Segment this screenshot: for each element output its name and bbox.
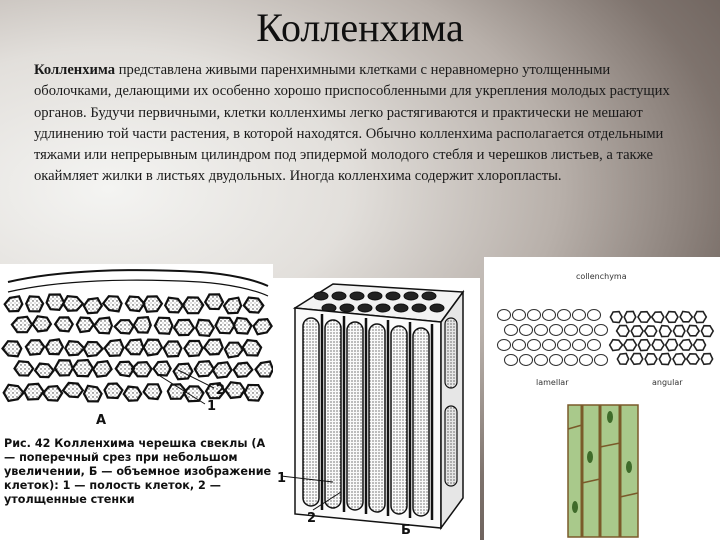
longitudinal-cells: [568, 405, 638, 537]
label-a: А: [96, 413, 107, 428]
cell: [105, 384, 123, 399]
lamellar-label: lamellar: [536, 378, 569, 387]
top-cell: [340, 304, 354, 312]
block-drawing: [273, 278, 480, 540]
angular-cell: [645, 326, 657, 336]
cell: [47, 295, 65, 310]
cell: [256, 362, 274, 377]
lamellar-cell: [513, 340, 526, 351]
cell: [225, 343, 243, 358]
cell: [132, 362, 152, 376]
top-cell: [332, 292, 346, 300]
lamellar-cell: [588, 310, 601, 321]
cell: [65, 341, 84, 355]
lamellar-cell: [550, 355, 563, 366]
top-cell: [314, 292, 328, 300]
lamellar-cell: [498, 340, 511, 351]
cell: [35, 364, 54, 378]
cell: [144, 340, 162, 356]
angular-cell: [645, 354, 657, 365]
cell: [33, 316, 51, 331]
cell: [24, 384, 43, 400]
lamellar-cell: [528, 340, 541, 351]
lamellar-cell: [543, 310, 556, 321]
lamellar-cell: [565, 355, 578, 366]
cell: [244, 298, 263, 313]
cell: [155, 318, 173, 334]
top-cell: [368, 292, 382, 300]
body-paragraph: [34, 60, 686, 188]
angular-cell: [666, 312, 678, 323]
cell: [103, 296, 121, 311]
cell: [15, 361, 34, 375]
cell: [94, 318, 112, 334]
angular-cell: [631, 326, 643, 337]
cell: [184, 386, 204, 401]
cell: [26, 340, 44, 355]
cell: [154, 362, 171, 376]
lamellar-cell: [528, 310, 541, 321]
lamellar-cell: [543, 340, 556, 351]
lamellar-cell: [588, 340, 601, 351]
top-cell: [394, 304, 408, 312]
angular-cells: [610, 312, 714, 365]
callout-1-b: 1: [277, 471, 287, 486]
cell: [254, 319, 272, 334]
cell: [205, 294, 223, 309]
cell: [224, 298, 241, 314]
angular-cell: [617, 326, 630, 337]
cell: [184, 341, 202, 356]
cell: [144, 384, 162, 399]
lamellar-cell: [520, 325, 533, 336]
angular-cell: [694, 312, 706, 323]
angular-cell: [624, 312, 636, 323]
angular-cell: [701, 326, 713, 337]
cell: [12, 317, 32, 332]
callout-2-a: 2: [216, 383, 226, 398]
figure-b-3d-cells: [273, 278, 480, 540]
lamellar-cell: [565, 325, 578, 336]
elongated-cell: [391, 326, 407, 514]
angular-cell: [617, 354, 628, 365]
types-drawing: [484, 257, 720, 540]
callout-1-a: 1: [207, 399, 217, 414]
cell: [196, 320, 214, 336]
angular-cell: [659, 354, 670, 365]
lamellar-cell: [573, 340, 586, 351]
angular-cell: [687, 325, 699, 335]
angular-label: angular: [652, 378, 683, 387]
lamellar-cell: [580, 355, 593, 366]
lamellar-cell: [535, 325, 548, 336]
lamellar-cell: [535, 355, 548, 366]
cell: [63, 296, 83, 311]
top-cell: [376, 304, 390, 312]
cell: [73, 360, 93, 376]
angular-cell: [652, 312, 664, 323]
figure-c-collenchyma-types: [484, 257, 720, 540]
angular-cell: [673, 326, 685, 337]
lamellar-cell: [580, 325, 593, 336]
cell: [234, 318, 252, 334]
cell: [3, 341, 22, 356]
cell: [5, 296, 23, 311]
top-cell: [412, 304, 426, 312]
slide-title: Колленхима: [256, 5, 464, 50]
lamellar-cell: [595, 325, 608, 336]
angular-cell: [680, 340, 692, 351]
cell: [164, 342, 182, 357]
cell: [115, 320, 134, 333]
angular-cell: [638, 312, 651, 323]
angular-cell: [701, 354, 712, 365]
lamellar-cell: [505, 325, 518, 336]
cell: [165, 298, 183, 313]
cell: [63, 383, 83, 397]
cell: [245, 385, 263, 401]
lamellar-cell: [558, 310, 571, 321]
cell-grid: [3, 294, 274, 401]
angular-cell: [673, 354, 685, 365]
top-cell: [430, 304, 444, 312]
lamellar-cell: [573, 310, 586, 321]
cell: [26, 296, 43, 311]
elongated-cell: [413, 328, 429, 516]
cell: [225, 382, 244, 398]
cross-section-drawing: [0, 264, 273, 434]
cell: [216, 318, 235, 334]
lamellar-cell: [505, 355, 518, 366]
elongated-cell: [369, 324, 385, 512]
top-cell: [358, 304, 372, 312]
figure-a-cross-section: [0, 264, 273, 540]
angular-cell: [638, 340, 650, 351]
cell: [124, 387, 141, 401]
top-cell: [386, 292, 400, 300]
cell: [84, 298, 102, 313]
cell: [4, 385, 24, 401]
elongated-cell: [303, 318, 319, 506]
paragraph-text: представлена живыми паренхимными клетками с неравномерно утолщенными оболочками, делающими их особенно хорошо приспособленными для укрепления молодых растущих органов. Будучи первичными, клетки колленхимы легко растягиваются и практически не мешают удлинению той части растения, в которой находятся. Обычно колленхима располагается отдельными тяжами или непрерывным цилиндром под эпидермой молодого стебля и черешков листьев, а также окаймляет жилки в листьях двудольных. Иногда колленхима содержит хлоропласты.: [34, 62, 670, 185]
cell: [55, 360, 73, 375]
top-cell: [404, 292, 418, 300]
cell: [84, 386, 102, 402]
lamellar-cell: [558, 340, 571, 351]
figure-caption: Рис. 42 Колленхима черешка свеклы (А — поперечный срез при небольшом увеличении, Б — объемное изображение клеток): 1 — полость клеток, 2 — утолщенные стенки: [4, 437, 272, 506]
cell: [174, 320, 194, 335]
collenchyma-title: collenchyma: [576, 272, 627, 281]
cell: [105, 340, 124, 356]
angular-cell: [631, 354, 643, 365]
angular-cell: [610, 340, 623, 351]
cell: [183, 297, 203, 313]
angular-cell: [666, 340, 678, 351]
cell: [243, 340, 261, 355]
cell: [174, 364, 193, 380]
angular-cell: [610, 312, 622, 323]
angular-cell: [652, 340, 664, 350]
elongated-cell: [325, 320, 341, 508]
angular-cell: [680, 312, 692, 322]
cell: [77, 318, 94, 333]
lamellar-cell: [550, 325, 563, 336]
lamellar-cell: [498, 310, 511, 321]
elongated-cell: [347, 322, 363, 510]
callout-2-b: 2: [307, 511, 317, 526]
cell: [125, 340, 143, 355]
lamellar-cell: [595, 355, 608, 366]
angular-cell: [687, 354, 700, 364]
paragraph-lead-term: Колленхима: [34, 62, 116, 78]
cell: [234, 363, 253, 377]
top-cell: [422, 292, 436, 300]
lamellar-cell: [520, 355, 533, 366]
cell: [43, 386, 62, 401]
angular-cell: [660, 326, 672, 337]
label-b: Б: [401, 523, 411, 538]
angular-cell: [694, 340, 706, 351]
cell: [84, 342, 103, 356]
cell: [213, 362, 232, 377]
angular-cell: [624, 340, 637, 351]
cell: [55, 317, 73, 331]
cell: [134, 317, 151, 332]
cell: [143, 296, 162, 311]
cell: [93, 361, 111, 377]
cell: [204, 340, 223, 355]
cell: [126, 297, 144, 312]
cell: [46, 339, 63, 354]
top-cell: [350, 292, 364, 300]
lamellar-cell: [513, 310, 526, 321]
cell: [195, 361, 214, 376]
